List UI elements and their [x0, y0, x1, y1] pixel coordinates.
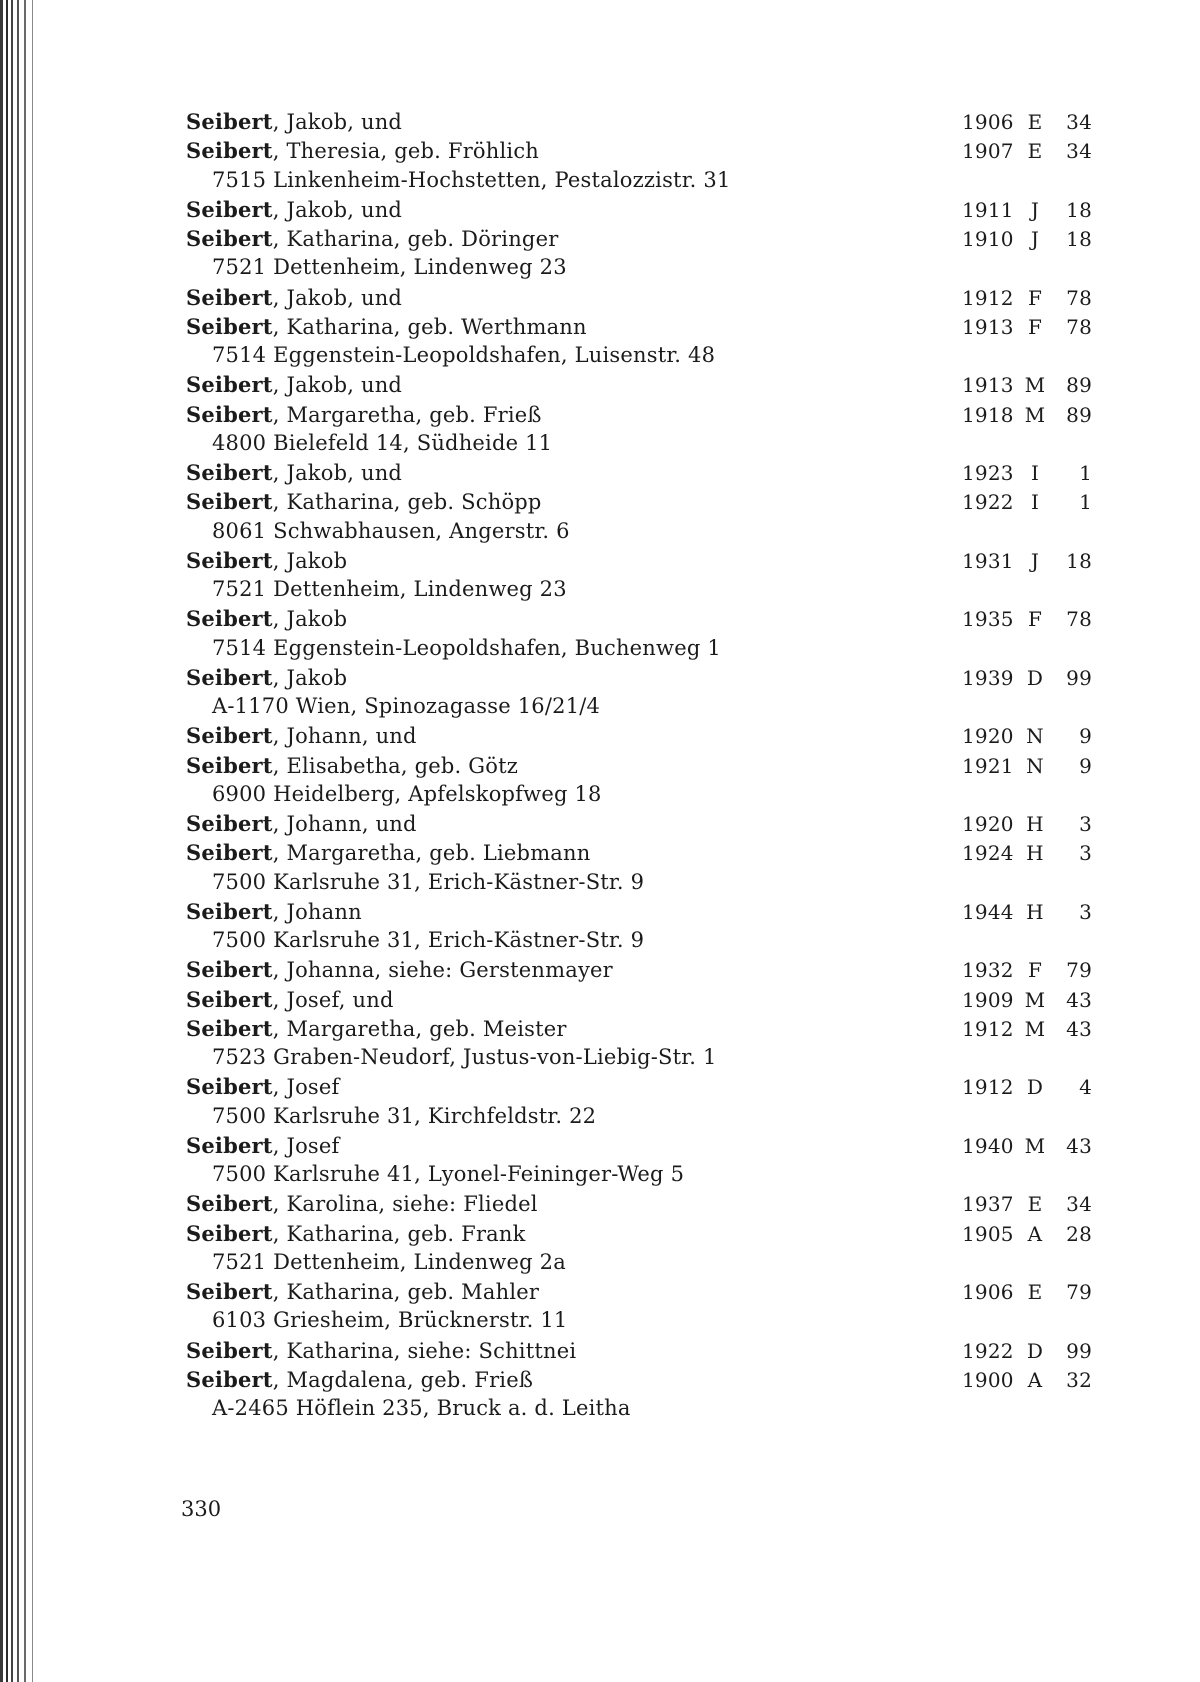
entry-number: 1	[1079, 490, 1092, 515]
entry-name-row	[186, 312, 1092, 341]
entry-number: 28	[1066, 1221, 1092, 1246]
entry-name-row	[186, 809, 1092, 838]
entry-name-row	[186, 985, 1092, 1014]
entry-surname: Seibert	[186, 284, 273, 310]
entry-name-row	[186, 663, 1092, 692]
entry-address: 6103 Griesheim, Brücknerstr. 11	[212, 1308, 568, 1333]
entry-name-row	[186, 721, 1092, 750]
entry-number: 3	[1079, 841, 1092, 866]
entry-name-row	[186, 370, 1092, 399]
entry-name-row	[186, 1277, 1092, 1306]
entry-number: 34	[1066, 1192, 1092, 1217]
entry-given-name: , Margaretha, geb. Liebmann	[272, 841, 591, 866]
entry-address: 8061 Schwabhausen, Angerstr. 6	[212, 518, 570, 543]
entry-number: 89	[1066, 373, 1092, 398]
entry-code: E	[1027, 1192, 1043, 1217]
entry-surname: Seibert	[186, 1015, 273, 1041]
entry-name	[186, 985, 962, 1015]
entry-given-name: , Jakob, und	[272, 285, 403, 310]
entry-year: 1900	[962, 1367, 1014, 1392]
entry-name-row	[186, 283, 1092, 312]
entry-address: 7514 Eggenstein-Leopoldshafen, Buchenweg 1	[212, 635, 721, 660]
entry-address-row	[186, 253, 1092, 282]
entry-address-row	[186, 575, 1092, 604]
entry-name	[186, 1014, 962, 1044]
entry-address: 7500 Karlsruhe 31, Erich-Kästner-Str. 9	[212, 869, 645, 894]
entry-address: 7521 Dettenheim, Lindenweg 23	[212, 577, 567, 601]
entry-name	[186, 663, 962, 693]
entry-name	[186, 1365, 962, 1395]
entry-name	[186, 370, 962, 400]
page-number: 330	[181, 1497, 222, 1521]
entry-code: I	[1030, 461, 1040, 485]
entry-given-name: , Jakob, und	[272, 461, 403, 485]
entry-address: 7500 Karlsruhe 31, Kirchfeldstr. 22	[212, 1103, 597, 1128]
entry-given-name: , Jakob	[272, 665, 348, 690]
entry-year: 1944	[962, 899, 1014, 924]
entry-code: D	[1026, 665, 1044, 690]
entry-year: 1912	[962, 1016, 1014, 1041]
entry-number: 43	[1066, 1016, 1092, 1041]
entry-name-row	[186, 107, 1092, 136]
entry-number: 1	[1079, 461, 1092, 485]
entry-given-name: , Magdalena, geb. Frieß	[272, 1367, 534, 1392]
entry-name-row	[186, 487, 1092, 516]
entry-address: 7500 Karlsruhe 41, Lyonel-Feininger-Weg 5	[212, 1162, 685, 1186]
entry-address-row	[186, 780, 1092, 809]
entry-year: 1906	[962, 110, 1014, 134]
entry-name-row	[186, 897, 1092, 926]
entry-number: 43	[1066, 1133, 1092, 1158]
entry-name-row	[186, 838, 1092, 867]
entry-number: 3	[1079, 812, 1092, 836]
entry-name	[186, 107, 962, 137]
entry-surname: Seibert	[186, 606, 273, 632]
entry-number: 78	[1066, 314, 1092, 339]
entry-number: 18	[1066, 227, 1092, 251]
entry-surname: Seibert	[186, 460, 273, 485]
entry-year: 1910	[962, 227, 1014, 251]
entry-given-name: , Katharina, geb. Werthmann	[272, 314, 587, 339]
entry-name	[186, 136, 962, 166]
entry-given-name: , Katharina, geb. Frank	[272, 1221, 526, 1246]
entry-code: H	[1026, 841, 1044, 866]
entry-code: A	[1027, 1367, 1043, 1392]
entry-code: E	[1027, 1280, 1043, 1304]
entry-address-row	[186, 429, 1092, 458]
entry-address: 7515 Linkenheim-Hochstetten, Pestalozzistr. 31	[212, 167, 731, 192]
entry-address-row	[186, 1248, 1092, 1277]
entry-address: A-2465 Höflein 235, Bruck a. d. Leitha	[212, 1396, 631, 1420]
entry-year: 1940	[962, 1133, 1014, 1158]
entry-surname: Seibert	[186, 1074, 273, 1100]
entry-surname: Seibert	[186, 957, 273, 983]
entry-name-row	[186, 136, 1092, 165]
entry-given-name: , Katharina, geb. Schöpp	[272, 490, 542, 515]
entry-name	[186, 1189, 962, 1219]
entry-surname: Seibert	[186, 489, 273, 515]
entry-given-name: , Josef	[272, 1133, 340, 1158]
entry-surname: Seibert	[186, 986, 273, 1012]
entry-code: F	[1027, 958, 1043, 983]
entry-name	[186, 1131, 962, 1161]
entry-code: N	[1026, 724, 1044, 749]
entry-address-row	[186, 692, 1092, 721]
entry-name-row	[186, 1365, 1092, 1394]
entry-surname: Seibert	[186, 1366, 273, 1392]
entry-year: 1920	[962, 812, 1014, 836]
entry-given-name: , Jakob	[272, 607, 348, 632]
entry-address-row	[186, 1160, 1092, 1189]
entry-year: 1906	[962, 1280, 1014, 1304]
entry-name	[186, 751, 962, 781]
entry-name	[186, 487, 962, 517]
entry-surname: Seibert	[186, 138, 273, 164]
entry-surname: Seibert	[186, 840, 273, 866]
entry-year: 1913	[962, 373, 1014, 398]
directory-entries	[186, 107, 1092, 1423]
entry-year: 1918	[962, 402, 1014, 427]
entry-name-row	[186, 1189, 1092, 1218]
entry-given-name: , Jakob, und	[272, 373, 403, 398]
entry-code: D	[1026, 1338, 1044, 1363]
entry-surname: Seibert	[186, 811, 273, 836]
entry-surname: Seibert	[186, 547, 273, 573]
entry-address-row	[186, 1306, 1092, 1335]
entry-number: 34	[1066, 110, 1092, 134]
entry-code: M	[1024, 1016, 1046, 1041]
entry-given-name: , Jakob, und	[272, 197, 403, 222]
entry-number: 4	[1079, 1075, 1092, 1100]
entry-number: 34	[1066, 139, 1092, 164]
entry-name-row	[186, 1336, 1092, 1365]
entry-name-row	[186, 195, 1092, 224]
entry-year: 1931	[962, 548, 1014, 573]
entry-number: 78	[1066, 607, 1092, 632]
entry-name	[186, 721, 962, 751]
entry-name	[186, 458, 962, 488]
entry-number: 99	[1066, 1338, 1092, 1363]
entry-code: F	[1027, 607, 1043, 632]
book-binding-edge	[0, 0, 44, 1682]
entry-code: A	[1027, 1221, 1043, 1246]
entry-address: 7514 Eggenstein-Leopoldshafen, Luisenstr. 48	[212, 343, 716, 367]
entry-given-name: , Johann	[272, 899, 362, 924]
entry-address: 4800 Bielefeld 14, Südheide 11	[212, 430, 553, 455]
entry-surname: Seibert	[186, 1191, 273, 1217]
entry-name	[186, 955, 962, 985]
entry-given-name: , Katharina, geb. Mahler	[272, 1280, 540, 1304]
entry-name	[186, 604, 962, 634]
entry-number: 9	[1079, 753, 1092, 778]
entry-given-name: , Theresia, geb. Fröhlich	[272, 139, 540, 164]
entry-name	[186, 809, 962, 839]
entry-name-row	[186, 1219, 1092, 1248]
entry-surname: Seibert	[186, 1337, 273, 1363]
entry-number: 79	[1066, 958, 1092, 983]
entry-surname: Seibert	[186, 898, 273, 924]
entry-code: M	[1024, 1133, 1046, 1158]
entry-name	[186, 838, 962, 868]
entry-code: H	[1026, 812, 1044, 836]
entry-surname: Seibert	[186, 752, 273, 778]
entry-name	[186, 283, 962, 313]
entry-name-row	[186, 546, 1092, 575]
entry-given-name: , Katharina, geb. Döringer	[272, 227, 559, 251]
entry-address-row	[186, 341, 1092, 370]
entry-name	[186, 400, 962, 430]
entry-code: M	[1024, 987, 1046, 1012]
entry-address-row	[186, 166, 1092, 195]
entry-code: D	[1026, 1075, 1044, 1100]
entry-name	[186, 224, 962, 254]
entry-surname: Seibert	[186, 1279, 273, 1304]
entry-address: A-1170 Wien, Spinozagasse 16/21/4	[212, 694, 601, 718]
entry-code: H	[1026, 899, 1044, 924]
entry-year: 1905	[962, 1221, 1014, 1246]
entry-year: 1922	[962, 490, 1014, 515]
entry-surname: Seibert	[186, 226, 273, 251]
entry-surname: Seibert	[186, 1220, 273, 1246]
entry-year: 1913	[962, 314, 1014, 339]
entry-year: 1924	[962, 841, 1014, 866]
entry-name	[186, 897, 962, 927]
entry-number: 9	[1079, 724, 1092, 749]
entry-address: 7523 Graben-Neudorf, Justus-von-Liebig-Str. 1	[212, 1045, 717, 1069]
entry-given-name: , Johann, und	[272, 812, 417, 836]
entry-surname: Seibert	[186, 313, 273, 339]
entry-given-name: , Jakob, und	[272, 110, 403, 134]
entry-year: 1920	[962, 724, 1014, 749]
entry-name	[186, 312, 962, 342]
entry-number: 32	[1066, 1367, 1092, 1392]
entry-name-row	[186, 1072, 1092, 1101]
entry-code: M	[1024, 373, 1046, 398]
entry-address: 7521 Dettenheim, Lindenweg 2a	[212, 1249, 566, 1274]
entry-given-name: , Margaretha, geb. Frieß	[272, 402, 542, 427]
entry-name-row	[186, 400, 1092, 429]
entry-year: 1935	[962, 607, 1014, 632]
entry-surname: Seibert	[186, 664, 273, 690]
entry-address: 7500 Karlsruhe 31, Erich-Kästner-Str. 9	[212, 928, 645, 952]
entry-number: 18	[1066, 548, 1092, 573]
entry-given-name: , Margaretha, geb. Meister	[272, 1016, 567, 1041]
entry-year: 1907	[962, 139, 1014, 164]
entry-code: I	[1030, 490, 1040, 515]
entry-surname: Seibert	[186, 372, 273, 398]
entry-surname: Seibert	[186, 109, 273, 134]
entry-number: 3	[1079, 899, 1092, 924]
entry-number: 89	[1066, 402, 1092, 427]
entry-surname: Seibert	[186, 196, 273, 222]
entry-surname: Seibert	[186, 1132, 273, 1158]
entry-given-name: , Jakob	[272, 548, 348, 573]
entry-name	[186, 1219, 962, 1249]
entry-address-row	[186, 517, 1092, 546]
entry-given-name: , Josef	[272, 1075, 340, 1100]
entry-year: 1923	[962, 461, 1014, 485]
entry-year: 1922	[962, 1338, 1014, 1363]
entry-given-name: , Karolina, siehe: Fliedel	[272, 1192, 538, 1217]
entry-given-name: , Johann, und	[272, 724, 417, 749]
entry-name-row	[186, 604, 1092, 633]
entry-address-row	[186, 1394, 1092, 1423]
entry-name-row	[186, 224, 1092, 253]
entry-number: 79	[1066, 1280, 1092, 1304]
entry-name	[186, 1072, 962, 1102]
entry-address: 6900 Heidelberg, Apfelskopfweg 18	[212, 781, 602, 806]
entry-address-row	[186, 868, 1092, 897]
entry-address-row	[186, 1043, 1092, 1072]
entry-given-name: , Katharina, siehe: Schittnei	[272, 1338, 577, 1363]
entry-name-row	[186, 458, 1092, 487]
entry-name	[186, 195, 962, 225]
entry-given-name: , Johanna, siehe: Gerstenmayer	[272, 958, 613, 983]
entry-year: 1909	[962, 987, 1014, 1012]
entry-address-row	[186, 634, 1092, 663]
entry-name	[186, 1277, 962, 1307]
entry-year: 1932	[962, 958, 1014, 983]
entry-code: J	[1030, 227, 1040, 251]
entry-code: E	[1027, 110, 1043, 134]
entry-code: J	[1030, 548, 1040, 573]
entry-code: J	[1030, 197, 1040, 222]
entry-number: 43	[1066, 987, 1092, 1012]
entry-code: F	[1027, 314, 1043, 339]
entry-name-row	[186, 955, 1092, 984]
entry-address: 7521 Dettenheim, Lindenweg 23	[212, 255, 567, 280]
entry-code: E	[1027, 139, 1043, 164]
entry-code: M	[1024, 402, 1046, 427]
entry-year: 1921	[962, 753, 1014, 778]
entry-surname: Seibert	[186, 401, 273, 427]
entry-number: 78	[1066, 285, 1092, 310]
entry-year: 1912	[962, 1075, 1014, 1100]
entry-year: 1911	[962, 197, 1014, 222]
entry-name	[186, 546, 962, 576]
entry-name-row	[186, 1131, 1092, 1160]
entry-name-row	[186, 751, 1092, 780]
entry-year: 1937	[962, 1192, 1014, 1217]
entry-surname: Seibert	[186, 723, 273, 749]
entry-address-row	[186, 926, 1092, 955]
entry-number: 99	[1066, 665, 1092, 690]
entry-address-row	[186, 1102, 1092, 1131]
entry-given-name: , Elisabetha, geb. Götz	[272, 753, 519, 778]
entry-code: N	[1026, 753, 1044, 778]
entry-name	[186, 1336, 962, 1366]
entry-name-row	[186, 1014, 1092, 1043]
entry-year: 1939	[962, 665, 1014, 690]
entry-year: 1912	[962, 285, 1014, 310]
entry-code: F	[1027, 285, 1043, 310]
entry-number: 18	[1066, 197, 1092, 222]
entry-given-name: , Josef, und	[272, 987, 394, 1012]
